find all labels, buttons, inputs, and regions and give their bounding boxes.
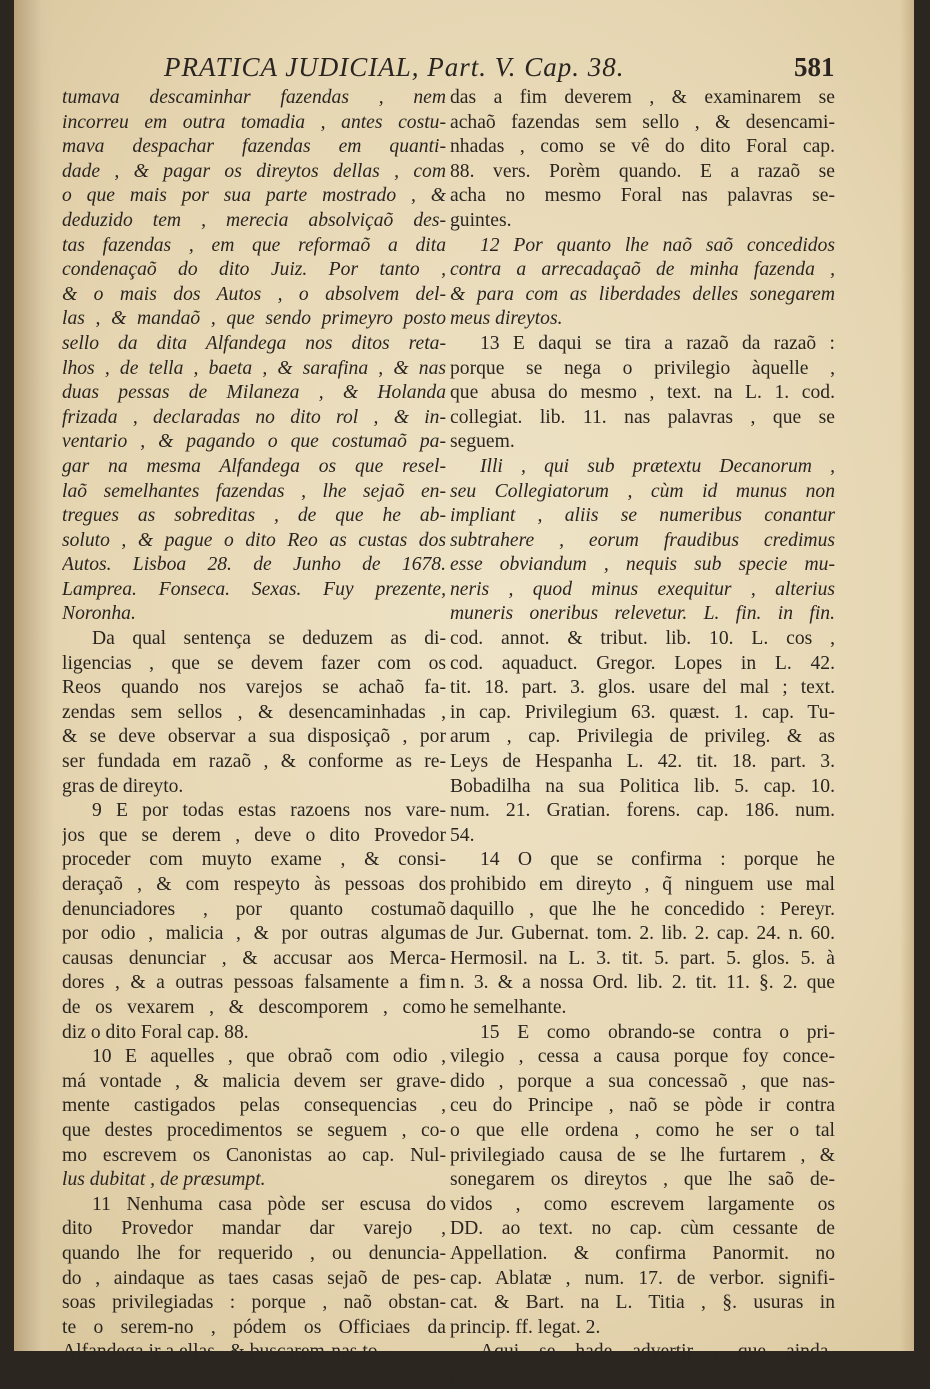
text-line: zendas sem sellos , & desencaminhadas , <box>62 701 446 723</box>
text-line: má vontade , & malicia devem ser grave- <box>62 1070 446 1092</box>
text-line: daquillo , que lhe he concedido : Pereyr. <box>450 898 835 920</box>
text-line: & para com as liberdades delles sonegarem <box>450 283 835 305</box>
text-line: cap. Ablatæ , num. 17. de verbor. signifi- <box>450 1267 835 1289</box>
text-line: he semelhante. <box>450 996 567 1018</box>
text-line: tregues as sobreditas , de que he ab- <box>62 505 446 527</box>
text-line: & o mais dos Autos , o absolvem del- <box>62 283 446 305</box>
text-line: privilegiado causa de se lhe furtarem , & <box>450 1144 835 1166</box>
text-line: Appellation. & confirma Panormit. no <box>450 1242 835 1264</box>
text-line: contra a arrecadaçaõ de minha fazenda , <box>450 259 835 281</box>
text-line: achaõ fazendas sem sello , & desencami- <box>450 111 835 133</box>
text-line: lus dubitat , de præsumpt. <box>62 1169 266 1191</box>
text-line: & se deve observar a sua disposiçaõ , por <box>62 726 446 748</box>
text-line: seguem. <box>450 431 515 453</box>
text-line: dade , & pagar os direytos dellas , com <box>62 160 446 182</box>
text-line: das a fim deverem , & examinarem se <box>450 87 835 108</box>
text-line: ventario , & pagando o que costumaõ pa- <box>62 431 446 453</box>
text-line: vilegio , cessa a causa porque foy conce- <box>450 1046 835 1068</box>
text-line: deraçaõ , & com respeyto às pessoas dos <box>62 874 446 895</box>
text-line: acha no mesmo Foral nas palavras se- <box>450 185 835 207</box>
text-line: soas privilegiadas : porque , naõ obstan- <box>62 1292 446 1314</box>
text-line: prohibido em direyto , q̃ ninguem use mal <box>450 874 835 895</box>
text-line: de os vexarem , & descomporem , como <box>62 996 446 1018</box>
text-line: nhadas , como se vê do dito Foral cap. <box>450 136 835 158</box>
text-line: de Jur. Gubernat. tom. 2. lib. 2. cap. 24. n. 60. <box>450 923 835 945</box>
running-header <box>164 52 854 83</box>
text-line: seu Collegiatorum , cùm id munus non <box>450 480 835 502</box>
text-line: Hermosil. na L. 3. tit. 5. part. 5. glos. 5. à <box>450 947 835 969</box>
page-gutter <box>14 0 54 1351</box>
text-line: Da qual sentença se deduzem as di- <box>92 628 446 650</box>
text-line: o que mais por sua parte mostrado , & <box>62 185 446 207</box>
text-line: laõ semelhantes fazendas , lhe sejaõ en- <box>62 480 446 502</box>
text-line: cod. annot. & tribut. lib. 10. L. cos , <box>450 628 835 650</box>
text-line: esse obviandum , nequis sub specie mu- <box>450 554 835 576</box>
text-line: num. 21. Gratian. forens. cap. 186. num. <box>450 800 835 822</box>
text-line: mo escrevem os Canonistas ao cap. Nul- <box>62 1144 446 1166</box>
text-line: meus direytos. <box>450 308 563 330</box>
text-line: qu <box>450 1365 470 1387</box>
text-line: 11 Nenhuma casa pòde ser escusa do <box>92 1193 446 1215</box>
text-line: ceu do Principe , naõ se pòde ir contra <box>450 1095 835 1117</box>
text-line: diz o dito Foral cap. 88. <box>62 1021 249 1043</box>
text-line: te o serem-no , pódem os Officiaes da <box>62 1316 446 1338</box>
text-line: 54. <box>450 824 475 846</box>
text-line: dito Provedor mandar dar varejo , <box>62 1218 446 1240</box>
page-edge <box>900 0 914 1351</box>
text-line: Aqui se hade advertir , que ainda- <box>480 1341 835 1363</box>
text-line: collegiat. lib. 11. nas palavras , que se <box>450 406 835 428</box>
text-line: vidos , como escrevem largamente os <box>450 1193 835 1215</box>
text-line: que destes procedimentos se seguem , co- <box>62 1119 446 1141</box>
page-number: 581 <box>794 52 835 82</box>
text-line: princip. ff. legat. 2. <box>450 1316 601 1338</box>
text-line: in cap. Privilegium 63. quæst. 1. cap. Tu- <box>450 701 835 723</box>
text-line: guintes. <box>450 209 512 231</box>
text-line: dores , & a outras pessoas falsamente a fim <box>62 972 446 994</box>
text-line: 12 Por quanto lhe naõ saõ concedidos <box>480 234 835 256</box>
text-line: dido , porque a sua concessaõ , que nas- <box>450 1070 835 1092</box>
text-line: 13 E daqui se tira a razaõ da razaõ : <box>480 332 835 354</box>
text-line: condenaçaõ do dito Juiz. Por tanto , <box>62 259 446 281</box>
text-line: subtrahere , eorum fraudibus credimus <box>450 529 835 551</box>
text-line: deduzido tem , merecia absolviçaõ des- <box>62 209 446 231</box>
running-title: PRATICA JUDICIAL, Part. V. Cap. 38. <box>164 52 625 82</box>
text-line: por odio , malicia , & por outras algumas <box>62 923 446 945</box>
text-line: denunciadores , por quanto costumaõ <box>62 898 446 920</box>
text-line: 10 E aquelles , que obraõ com odio , <box>92 1046 446 1068</box>
text-line: duas pessas de Milaneza , & Holanda <box>62 382 446 404</box>
text-line: ser fundada em razaõ , & conforme as re- <box>62 751 446 773</box>
text-line: cat. & Bart. na L. Titia , §. usuras in <box>450 1292 835 1314</box>
text-line: mente castigados pelas consequencias , <box>62 1095 446 1117</box>
text-line: gras de direyto. <box>62 775 184 797</box>
text-line: n. 3. & a nossa Ord. lib. 2. tit. 11. §. 2. que <box>450 972 835 994</box>
text-line: neris , quod minus exequitur , alterius <box>450 578 835 600</box>
text-line: proceder com muyto exame , & consi- <box>62 849 446 871</box>
text-line: las , & mandaõ , que sendo primeyro posto <box>62 308 446 330</box>
text-line: tas fazendas , em que reformaõ a dita <box>62 234 446 256</box>
text-line: Leys de Hespanha L. 42. tit. 18. part. 3. <box>450 751 835 773</box>
text-line: quando lhe for requerido , ou denuncia- <box>62 1242 446 1264</box>
text-line: jos que se derem , deve o dito Provedor <box>62 824 446 846</box>
text-line: causas denunciar , & accusar aos Merca- <box>62 947 446 969</box>
text-line: arum , cap. Privilegia de privileg. & as <box>450 726 835 748</box>
text-line: Bobadilha na sua Politica lib. 5. cap. 10. <box>450 775 835 797</box>
text-line: muneris oneribus relevetur. L. fin. in fin. <box>450 603 835 625</box>
left-column <box>62 86 446 1365</box>
text-line: tit. 18. part. 3. glos. usare del mal ; text. <box>450 677 835 699</box>
text-line: sonegarem os direytos , que lhe saõ de- <box>450 1169 835 1191</box>
text-line: frizada , declaradas no dito rol , & in- <box>62 406 446 428</box>
text-line: lhos , de tella , baeta , & sarafina , & nas <box>62 357 446 379</box>
text-line: porque se nega o privilegio àquelle , <box>450 357 835 379</box>
text-line: do , aindaque as taes casas sejaõ de pes- <box>62 1267 446 1289</box>
text-line: tumava descaminhar fazendas , nem <box>62 87 446 108</box>
text-line: Alfandega ir a ellas , & buscarem-nas to- <box>62 1341 385 1363</box>
text-line: o que elle ordena , como he ser o tal <box>450 1119 835 1141</box>
text-line: DD. ao text. no cap. cùm cessante de <box>450 1218 835 1240</box>
text-line: Illi , qui sub prætextu Decanorum , <box>480 455 835 477</box>
text-line: incorreu em outra tomadia , antes costu- <box>62 111 446 133</box>
text-line: impliant , aliis se numeribus conantur <box>450 505 835 527</box>
text-line: sello da dita Alfandega nos ditos reta- <box>62 332 446 354</box>
text-line: Noronha. <box>62 603 136 625</box>
text-line: que abusa do mesmo , text. na L. 1. cod. <box>450 382 835 404</box>
text-line: mava despachar fazendas em quanti- <box>62 136 446 158</box>
text-line: soluto , & pague o dito Reo as custas dos <box>62 529 446 551</box>
text-line: ligencias , que se devem fazer com os <box>62 652 446 674</box>
text-line: gar na mesma Alfandega os que resel- <box>62 455 446 477</box>
right-column <box>450 86 835 1389</box>
text-line: 9 E por todas estas razoens nos vare- <box>92 800 446 822</box>
text-line: 14 O que se confirma : porque he <box>480 849 835 871</box>
text-line: Autos. Lisboa 28. de Junho de 1678. <box>62 554 446 576</box>
text-line: cod. aquaduct. Gregor. Lopes in L. 42. <box>450 652 835 674</box>
text-line: Lamprea. Fonseca. Sexas. Fuy prezente, <box>62 578 446 600</box>
text-line: 15 E como obrando-se contra o pri- <box>480 1021 835 1043</box>
text-line: Reos quando nos varejos se achaõ fa- <box>62 677 446 699</box>
text-line: 88. vers. Porèm quando. E a razaõ se <box>450 160 835 182</box>
book-page <box>14 0 914 1387</box>
